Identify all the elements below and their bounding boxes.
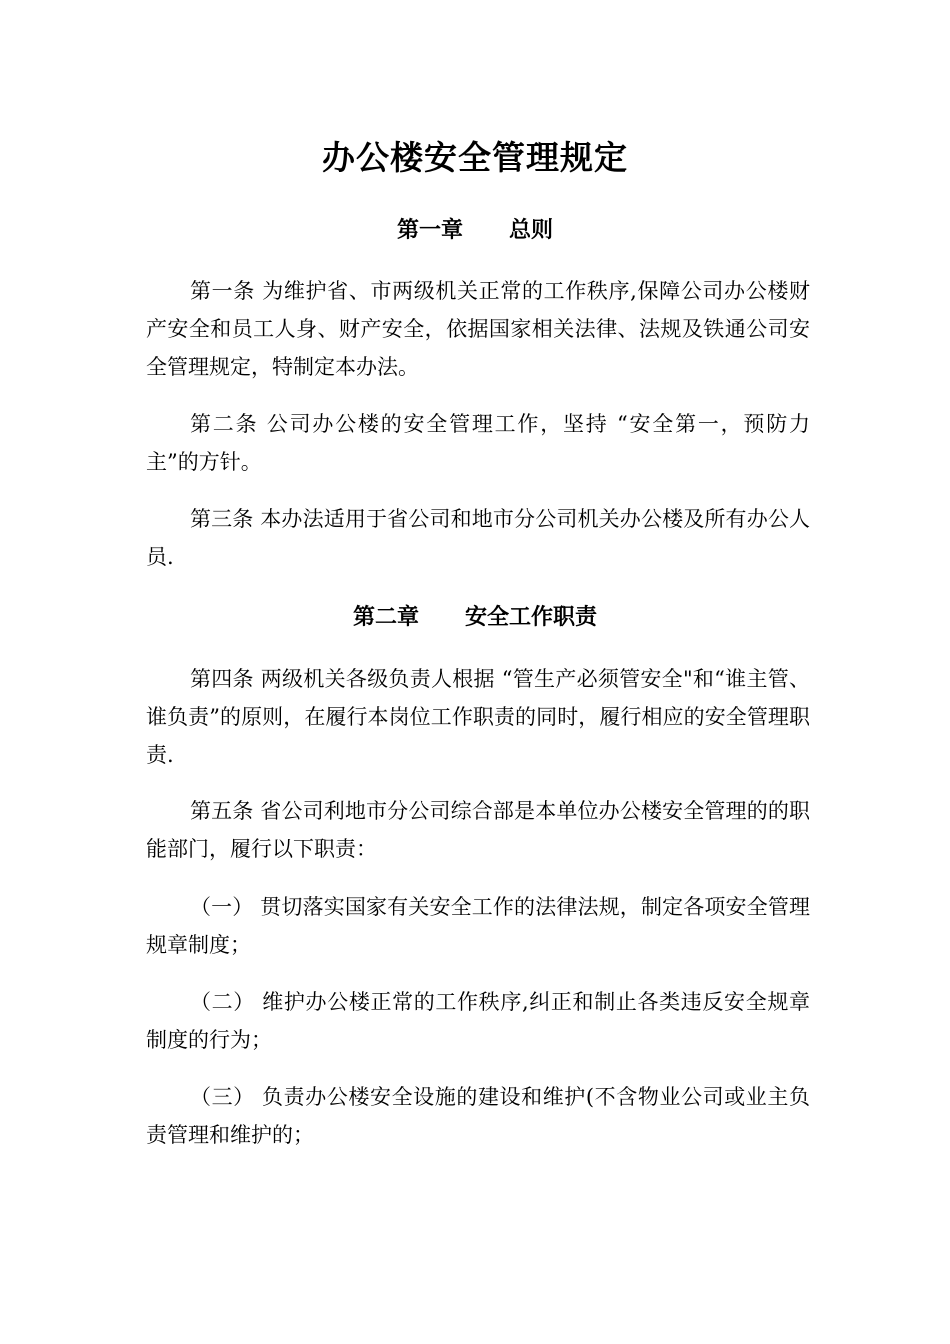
chapter-heading-2: 第二章 安全工作职责 bbox=[353, 604, 597, 630]
article-paragraph: 第五条 省公司利地市分公司综合部是本单位办公楼安全管理的的职能部门，履行以下职责： bbox=[146, 799, 810, 861]
article-paragraph: 第一条 为维护省、市两级机关正常的工作秩序,保障公司办公楼财产安全和员工人身、财产安全，依据国家相关法律、法规及铁通公司安全管理规定，特制定本办法。 bbox=[146, 279, 810, 379]
document-title: 办公楼安全管理规定 bbox=[322, 138, 628, 177]
list-item: （三） 负责办公楼安全设施的建设和维护(不含物业公司或业主负责管理和维护的； bbox=[146, 1085, 810, 1147]
article-paragraph: 第二条 公司办公楼的安全管理工作，坚持 “安全第一，预防力主”的方针。 bbox=[146, 412, 810, 474]
list-item: （一） 贯切落实国家有关安全工作的法律法规，制定各项安全管理规章制度； bbox=[146, 895, 810, 957]
article-paragraph: 第三条 本办法适用于省公司和地市分公司机关办公楼及所有办公人员. bbox=[146, 507, 810, 569]
list-item: （二） 维护办公楼正常的工作秩序,纠正和制止各类违反安全规章制度的行为； bbox=[146, 990, 810, 1052]
chapter-heading-1: 第一章 总则 bbox=[397, 217, 553, 243]
article-paragraph: 第四条 两级机关各级负责人根据 “管生产必须管安全"和“谁主管、谁负责”的原则，在履行本岗位工作职责的同时，履行相应的安全管理职责. bbox=[146, 667, 810, 767]
